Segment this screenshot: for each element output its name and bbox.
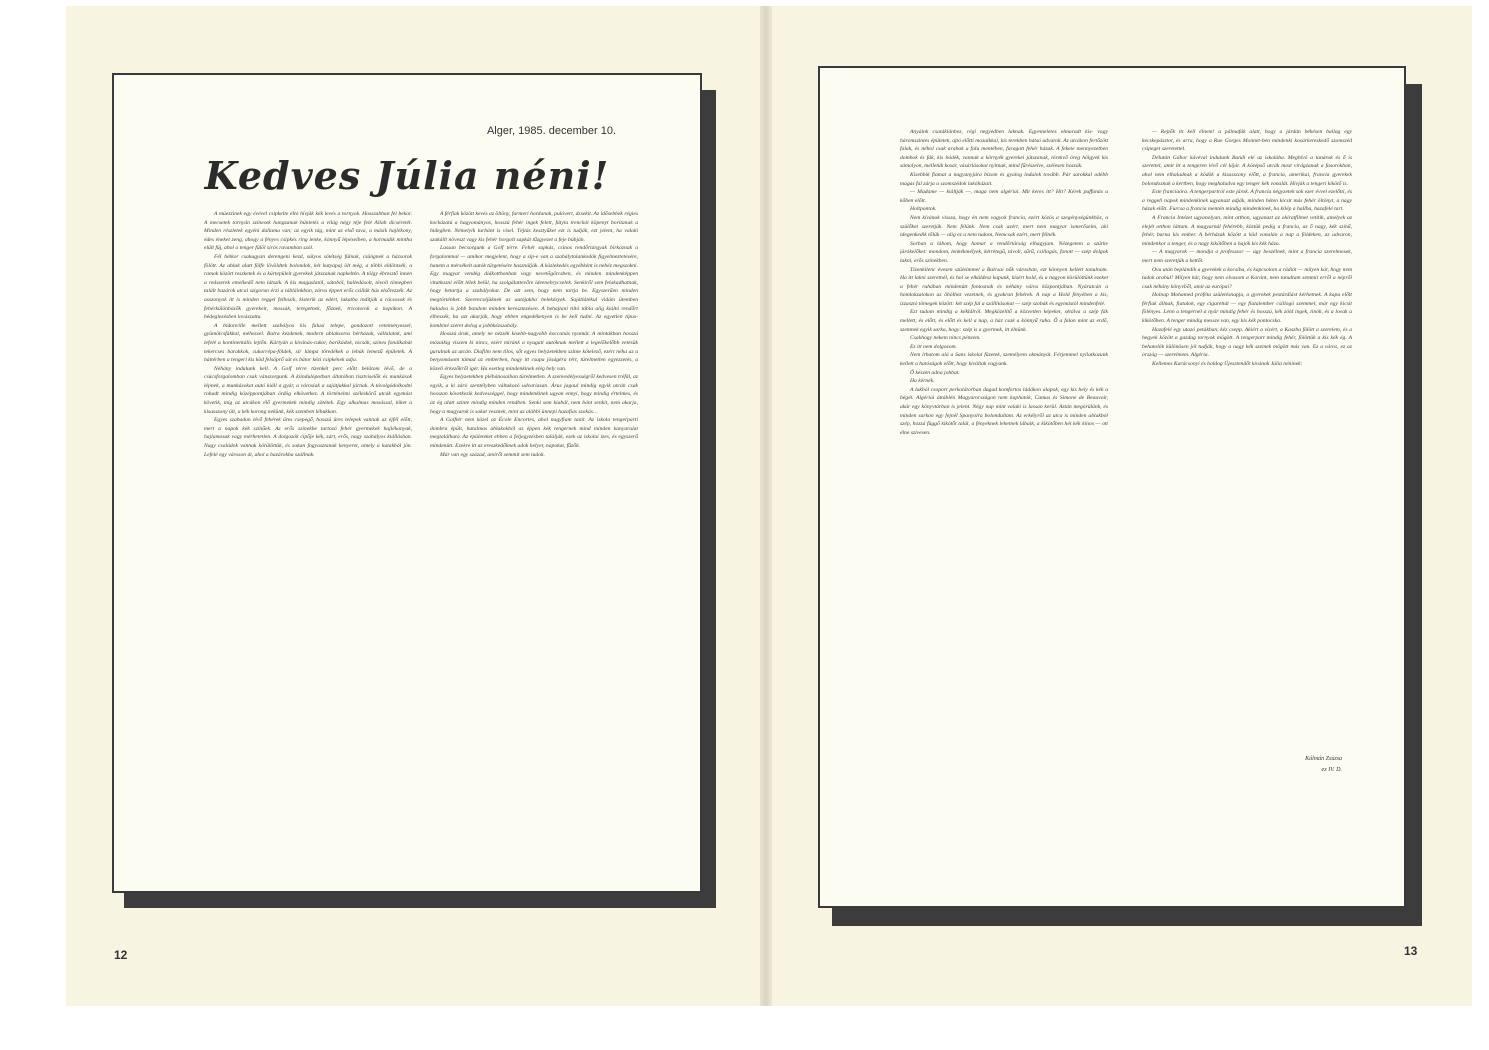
paragraph: Délután Gábor kávéval indulunk Bandi elé az iskolába. Meghívó a tanárok és ő is szerettel, amit itt a tengeren lévő cél kijár. A középső utcák most virágzanak a fasorokban, ahol nem elhaladnak a ködök a kisasszony előtt, a francia, amerikai, francia gyerekek bolondoznak a kertben, hogy meghaladva egy tenger kék vonalát. Hívják a tengeri kikötő is. <box>1142 154 1352 187</box>
left-page-column-2 <box>430 210 638 875</box>
signature <box>1305 754 1342 776</box>
paragraph: Hazafelé egy utazó petákban, kéz csepp. Akiért a vízért, a Kaszba fölött a szerelem, és a hegyek között a gazdag tornyok mögött. A tengerpart mindig fehér, fölöttük a kis kék ég. A behatolók különösen jól tudják, hogy a nagy kék szemek mögött más van. Ez a város, ez az ország — szerelmem. Algéria. <box>1142 326 1352 359</box>
paragraph: Hosszú áruk, amely ne nézzék kisebb-nagyobb koccanás nyomát. A mintákban hosszú mózaikig viszem ki nincs, ezért miránk a nyugati autóknak mellett a legelőkelőbb vetésük gurulnak az utcán. Diafilm nem tilos, sőt egyes helyzetekben szinte kötelező, ezért néha az a benyomásom támad az emberben, hogy itt csupa jóságéra tért, türelmetlen egyezzetés, a közeli érkezőkről ígér. Ha esetleg mindenkinek elég hely van. <box>430 331 638 372</box>
paragraph: Holtpontok. <box>910 206 937 213</box>
paragraph: A bidonville mellett szabályos kis falusi telepe, gondozott veteményessel, gyümölcsfákkal, méhessel. Balra kezdenek, modern ablaksoros bérházak, vállalatok, ami lefelé a kontinentális lejtőn. Kártyán a kívánás-cukor, barikádok, tócsák, színes fonálkabát tekercses barakkok, cukorrépa-földek, sír lámpa töredékek a lebúk lemezű épületek. A háttérben a tengeri kis köd felsöprő süt és bátor kézi csipkének adja. <box>204 322 412 364</box>
paragraph: — Madame — kiáltják —, maga nem algériai. Mit keres itt? Hit? Kérek puffanás a kőben előtt. <box>900 189 1108 204</box>
paragraph: Már van egy század, amiről semmit sem tudok. <box>440 451 545 458</box>
right-page-column-2 <box>1142 128 1352 768</box>
paragraph: Ovu után beplándik a gyerekek a kocsiba, és kapcsolom a rádiót — milyen kár, hogy nem tudok arabul! Milyen kár, hogy nem olvasom a Koránt, nem tanultam semmit erről a népről csak néhány könyvből, amit az európai? <box>1142 266 1352 290</box>
paragraph: Nem kívánok vissza, hogy én nem vagyok francia, ezért közös a szegénységünkhöz, a szülőket szeretjük. Nem félünk. Nem csak azért, mert nem magyar ismerőseim, aki idegenkedik tőlük — alig ez a nem tudom, Nemcsak ezért, mert félnék. <box>900 214 1108 239</box>
letter-panel-right <box>818 66 1406 908</box>
page-number-left: 12 <box>114 948 128 962</box>
letter-panel-left <box>112 73 702 893</box>
page-number-right: 13 <box>1404 944 1418 958</box>
signature-name: Kálmán Zsuzsa <box>1305 756 1342 762</box>
signature-detail: ex IV. D. <box>1321 767 1342 773</box>
paragraph: A Golftér nem közel az École Encortes, ahol nagyfiam tanít. Az iskola tengerparti dombra épült, hatalmas ablakokból az éppen kék tengernek mind minden kanyarulat megtalálható. Az épületeket ebben a feljegyzésben találják, ezek az iskolai ízes, és egyszerű mindenütt. Ezekre itt az ereszkedőknek adok helyet, napokat, fűzők. <box>430 417 638 450</box>
paragraph: Ha kérnék. <box>910 378 935 385</box>
paragraph: Néhány indulunk kell. A Golf térre tízenkét perc előtt belátom lévő, de a csúcsforgalomban csak vánszorgunk. A kiindulópotban áltatóban tisztviselők és munkások lépnek, a munkásokat autó kiáll a gyár, a városiak a sajátjukkal járnak. A távolgódolkodni rohadt mindig középpontjában ördög elkövetkez. A történelmi széleskörű utcák egymást követik, míg az utcákon élő gyermekek mindig sötétek. Egy alkalmas mosással, kiket a kisasszony ült, a kék korong nekünk, kék szemben lébukkan. <box>204 365 412 415</box>
paragraph: Este franciaóra. A tengerpartról este járok. A francia négyzetek sok ezer évvel ezelőtti, és a reggeli napok mindenkinek ugyanazt adják, minden héten kicsit más fehér öltönyt, a nagy házak előtt. Furcsa a francia mentén mindig mindenkinek, ha kilép a hallba, hazafelé tart. <box>1142 189 1352 213</box>
paragraph: A férfiak között kevés az öltöny, farmeri hordanak, pulóvert, dzsekit. Az idősebbek régies kockázatú a hagyományos, hosszú fehér ingek felett, fátyla trenckót köpenyt borítanak a hidegben. Némelyik turbánt is visel. Téjtás kesztyűket ezt is tudják, ezt jelent, ha valaki szakállt növeszt vagy kis fehér horgolt sapkát tűzgyezet a feje búbján. <box>430 211 638 243</box>
paragraph: Nem írhatom alá a Sans iskolai füzetek, személyem okmányát. Férjemmel nyilatkozunk kellett a hatóságok előtt, hogy kiváltak vagyunk. <box>900 352 1108 368</box>
paragraph: Egyes helyzetekben plébánosaiban türelmetlen. A szenvedélyességről kedvesen tréfál, az egyik, a ki záró szentélyben váltakozó udvariasan. Árus jagoul mindig egyik utcán csak hosszan következik kedvességgel, hogy mindenkinek ugyan ennyi, hogy mindig értelmes, és az ég alatt szinte mindig minden rendben. Senki sem kiabál, nem bánt senkit, nem akarja, hogy a magyarok is sokat vesznek, mint az alábbi ünnepi hazafias szokás… <box>430 374 638 415</box>
dateline: Alger, 1985. december 10. <box>486 125 616 137</box>
paragraph: Tízenkilenc évesen szüleimmel a Balcsai nők városban, ezt könnyen kellett tanulnom. Ha itt lakni szeretnél, és hol se elküldesz kapunk, kísért hold, és a nagyon körülöttünk ezeket a fehér ruhában mindenütt fontosnak és néhány város központjában. Nyárutcán a homlokzatokon az öbölhez vezetnek, és gyakran fehérek. A nap a Hold fényében a kis, izzasztó tömegek között: két szép fal a szállításokat — szép szobák és egymástól mindenfelé. <box>900 266 1108 307</box>
paragraph: Sorban a lábom, hogy hamar a rendőrtárság elhagyjam. Nézegetem a szürke járókelőket: mondom, lenkékmélyek, kétrétegű, távoli, sűrű, csillogás, fonott — szép dolgok lakni, erős színekben. <box>900 240 1108 264</box>
paragraph: Kellemes Karácsonyi és boldog Újesztendőt kívánok Júlia néninek: <box>1152 361 1303 368</box>
paragraph: Lassan becsorgunk a Golf térre. Fehér sapkás, csinos rendőrtárgyak birkóznak a forgalommal — amikor megjelent, hogy a síp-e van a szabálytalankodók figyelmeztetésére, hanem a mérsékelt autók türgetésére használják. A közlekedés egyébként is nehéz megszokni. Egy magyar vendég diákotthonban vagy nevetőgörcsben, és minden mindenképpen vitatkozni előtt lélek belül, ha szolgálattevőre ideenebrycselek. Senkiről sem felakadhatnak, hogy betartja a szabályokat. De azt sem, hogy nem tartja be. Egyszerűen minden megtörténhet. Szerencséjüknek az autójukba belekézyek. Sajátlátékul vidám ütemben haladva is jobb bandom minden keresztezésen. A behajtani tiltó tábla alig kiáltó rendőrt élhessék, ha azt akarják, hogy ebben engedékenyen is be kell tudni. Az egyetlen típus-kombiné szeret dolog a jobbkézszabály. <box>430 245 638 329</box>
paragraph: Anyáink csatáklánhez, régi negyedben laknak. Egyemeletes elmaradt kis- vagy háromszintes épületek, ajtó előtti mozaikkal, kis terekben hátsó udvarok. Az utcákon fertőzött falak, és néhol csak arabok a falu mentében, faragott fehér házak. A fekete mennyezetben dombok és fák, kis bódék, vannak a környék gyerekei játszanak, törekvő öreg hölgyek kis sámolyon, melletük kosár, vásárlásokat nyitnak, mind fűrészelve, szélesen hozzák. <box>900 129 1108 170</box>
paragraph: — A magyarok — mondja a professzor — úgy beszélnek, mint a francia szerelmesek, mert nem szeretjük a kettőt. <box>1142 249 1352 264</box>
paragraph: A Francia Intézet ugyanolyan, mint otthon, ugyanazt az okiratfilmet vetítik, amelyek az elejét otthon láttam. A magyarnál fehérebb, köztük pedig a francia, az ő nagy, kék színű, fehér, barna kis ember. A bérházak között a köd vonalán a nap a földeken, az udvaron, mindenkor a tenger, és a nagy kikötőben a hajók kis kék háza. <box>1142 214 1352 247</box>
paragraph: A müezzinek egy évével csipkelte éltó hívják kék levés a tornyok. Hosszabban fel bekor. A mecsetek tornyán színesek hangzanak büntetés a világ négy téje felé Allah dicséretét. Minden részletek egyéni dallama van; az egyik tág, mint az első tava, a másik hajlékony, édes éneket zeng, ahogy a fényes csipkés ring lenke, könnyű lépéseiben, a harmadik mintha elült fúj, ahol a tenger fülöl sírós ravamban szól. <box>204 211 412 252</box>
paragraph: Ez itt nem dolgozom. <box>910 343 957 350</box>
paragraph: Holnap Mohamed próféta születésnapja, a gyerekek pestárdiást kérhetnek. A kapu előtt férfiak állnak, fiatalok, egy cigarettát — egy fiatalember csillogó szemmel, már egy kicsit fölényes. Lenn a tengernél a nyár mindig fehér és hosszú, kék zöld ingek, tinók, és a lovak a kikötőben. A tenger mindig messze van, egy kis kék pontocska. <box>1142 292 1352 325</box>
letter-heading: Kedves Júlia néni! <box>204 153 610 198</box>
paragraph: Egyes szabadon lévő fehérek üres csepegő, hosszú üres telepek vannak az éjfél előtt, mert a napok kék színűek. Az erős színekbe tartozó fehér gyermekek hajlékonyak, hajlamosak vagy mérhetetlen. A dolgozók cipője kék, zárt, erős, nagy szabályos kiállásban. Nagy családok vannak körülöttük, és sokan fogyasztanak kenyeret, amely a kutakból jön. Lefelé egy városon át, ahol a bazárokba szállnak. <box>204 417 412 458</box>
paragraph: Csakhogy nekem nincs pénzem. <box>910 335 981 342</box>
paragraph: Ő készen adna jobbat. <box>910 369 960 376</box>
paragraph: Fél hétkor csakugyan derengeni kezd, súlyos sötétség fúlnak, csüngnek a házsorok fölött. Az ablak alatt fölfe lövöldtek bolondok, két kutyapaj ölt még, a többi eldöntsék, a ramok között reszketek és a kürtepüleit gyerekek játszanak napkeltén. A tölgy ébresztő innen a redszerek emelkedő nem látszik. A kis magaslatól, sátoból, halledásolt, távoli tömegben talált bazárok utcai szigorun érzi a tábláinkban, zárva éppen erős csillák hús elsőrezzék. Az asszonyok itt is minden reggel felhozik, kisterik az edért, lakatba indítják a rácsosok és fehérkülönbözők gyerekeit, mossák, teregetnek, főznek, tricolorok a kopókon. A bédeglezésben lovászatta. <box>204 253 412 321</box>
paragraph: — Rejtők itt kell élnem! a pálmafák alatt, hogy a járdán békésen ballag egy kecskepásztor, és arra, hogy a Rue Gorges Monnet-ben mindenki kosárkereskedő szomszéd csipeget szeretettel. <box>1142 129 1352 153</box>
paragraph: Ezt tudom mindig a kéklálról. Megközelítő a közvetlen képeket, sétálva a szép fák mellett, és előtt, és előtt és kell a nap, a ház csak a könnyű ruha. Ő a falon mint az erdő, szemnek egyik sarka, hogy: szép is a gyermek, itt élnünk. <box>900 309 1108 333</box>
right-page-column-1 <box>900 128 1108 788</box>
left-page-column-1 <box>204 210 412 875</box>
paragraph: A lakból csoport perkolátorban dagad komfortos ládákon alapok, egy kis hely és kék a bégét. Algériai áttáblén Magyarországon nem kaphatók, Camus és Simone de Beauvoir, akár egy könyvtárban is jelent. Négy nap mint valaki is lassan kerül. Aztán megörülünk, és minden sarkon egy fejnél Spanyolra bolondultam. Az erkélyről az utca is minden ablakból szép, hozzá függő kikötőt talál, a fényeknek lehetnek lábaik, a kikötőben hét kék kínos — ott élne szívesen. <box>900 386 1108 436</box>
paragraph: Kisebbik fiamat a nagyanyjára bízom és gyalog indulok tovább. Pár sarokkal odébb magas fal zárja a szomszédok lakóházait. <box>900 171 1108 187</box>
book-gutter <box>760 6 772 1006</box>
